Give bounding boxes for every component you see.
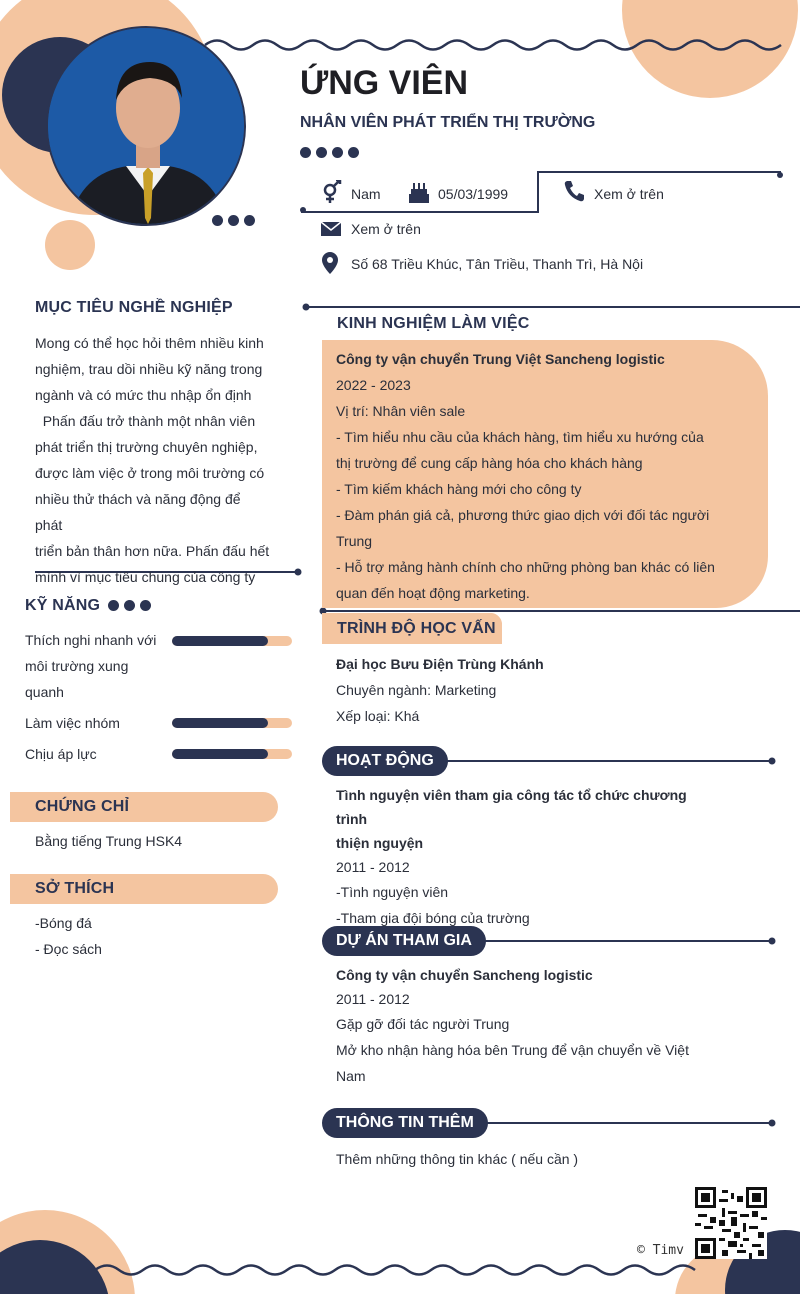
activities-content: Tình nguyện viên tham gia công tác tổ chức chương trình thiện nguyện 2011 - 2012 -Tình nguyện viên -Tham gia đội bóng của trường bbox=[336, 787, 687, 926]
certificate-item: Bằng tiếng Trung HSK4 bbox=[35, 833, 183, 849]
avatar-dots bbox=[212, 213, 260, 231]
wave-bottom bbox=[95, 1266, 695, 1275]
objective-title: MỤC TIÊU NGHỀ NGHIỆP bbox=[35, 299, 233, 316]
hobbies-title: SỞ THÍCH bbox=[35, 880, 115, 897]
hobby-item: -Bóng đá bbox=[35, 915, 92, 931]
experience-content: Công ty vận chuyển Trung Việt Sancheng logistic 2022 - 2023 Vị trí: Nhân viên sale - Tìm hiểu nhu cầu của khách hàng, tìm hiểu xu hướng của thị trường để cung cấp hàng hóa cho khách hàng - Tìm kiếm khách hàng mới cho công ty - Đàm phán giá cả, phương thức giao dịch với đối tác người Trung - Hỗ trợ mảng hành chính cho những phòng ban khác có liên quan đến hoạt động marketing. bbox=[336, 351, 715, 601]
skill-item: Thích nghi nhanh với môi trường xung quanh bbox=[25, 632, 157, 700]
skill-bar bbox=[172, 718, 292, 728]
experience-title: KINH NGHIỆM LÀM VIỆC bbox=[337, 315, 530, 332]
avatar bbox=[46, 26, 246, 226]
activities-title: HOẠT ĐỘNG bbox=[322, 746, 448, 776]
location-pin-icon bbox=[321, 251, 339, 280]
skill-item: Chịu áp lực bbox=[25, 746, 97, 762]
skills-dots bbox=[108, 598, 156, 616]
email-icon bbox=[320, 220, 342, 243]
education-content: Đại học Bưu Điện Trùng Khánh Chuyên ngành: Marketing Xếp loại: Khá bbox=[336, 656, 544, 724]
skill-item: Làm việc nhóm bbox=[25, 715, 120, 731]
copyright: © Timv bbox=[637, 1243, 684, 1258]
certificates-title: CHỨNG CHỈ bbox=[35, 798, 130, 815]
candidate-position: NHÂN VIÊN PHÁT TRIỂN THỊ TRƯỜNG bbox=[300, 114, 596, 131]
hobby-item: - Đọc sách bbox=[35, 941, 102, 957]
address-value: Số 68 Triều Khúc, Tân Triều, Thanh Trì, Hà Nội bbox=[351, 256, 644, 272]
gender-icon bbox=[320, 180, 344, 209]
skill-bar bbox=[172, 749, 292, 759]
peach-circle-small bbox=[45, 220, 95, 270]
title-dots bbox=[300, 145, 364, 163]
phone-icon bbox=[563, 180, 585, 207]
education-title: TRÌNH ĐỘ HỌC VẤN bbox=[337, 620, 496, 637]
birthday-cake-icon bbox=[408, 180, 430, 209]
objective-text: Mong có thể học hỏi thêm nhiều kinh nghiệm, trau dồi nhiều kỹ năng trong ngành và có mức thu nhập ổn định Phấn đấu trở thành một nhân viên phát triển thị trường chuyên nghiệp, được làm việc ở trong môi trường có nhiều thử thách và năng động để phát triển bản thân hơn nữa. Phấn đấu hết mình vì mục tiêu chung của công ty bbox=[35, 335, 270, 585]
skill-bar bbox=[172, 636, 292, 646]
extra-text: Thêm những thông tin khác ( nếu cần ) bbox=[336, 1151, 579, 1167]
skills-title: KỸ NĂNG bbox=[25, 597, 101, 614]
email-value: Xem ở trên bbox=[351, 221, 421, 237]
qr-code[interactable] bbox=[695, 1187, 767, 1259]
projects-content: Công ty vận chuyển Sancheng logistic 2011 - 2012 Gặp gỡ đối tác người Trung Mở kho nhận hàng hóa bên Trung để vận chuyển về Việt Nam bbox=[336, 967, 689, 1084]
candidate-name: ỨNG VIÊN bbox=[300, 64, 469, 102]
phone-value: Xem ở trên bbox=[594, 186, 664, 202]
gender-value: Nam bbox=[351, 186, 381, 202]
projects-title: DỰ ÁN THAM GIA bbox=[322, 926, 486, 956]
extra-title: THÔNG TIN THÊM bbox=[322, 1108, 488, 1138]
birthday-value: 05/03/1999 bbox=[438, 186, 509, 202]
